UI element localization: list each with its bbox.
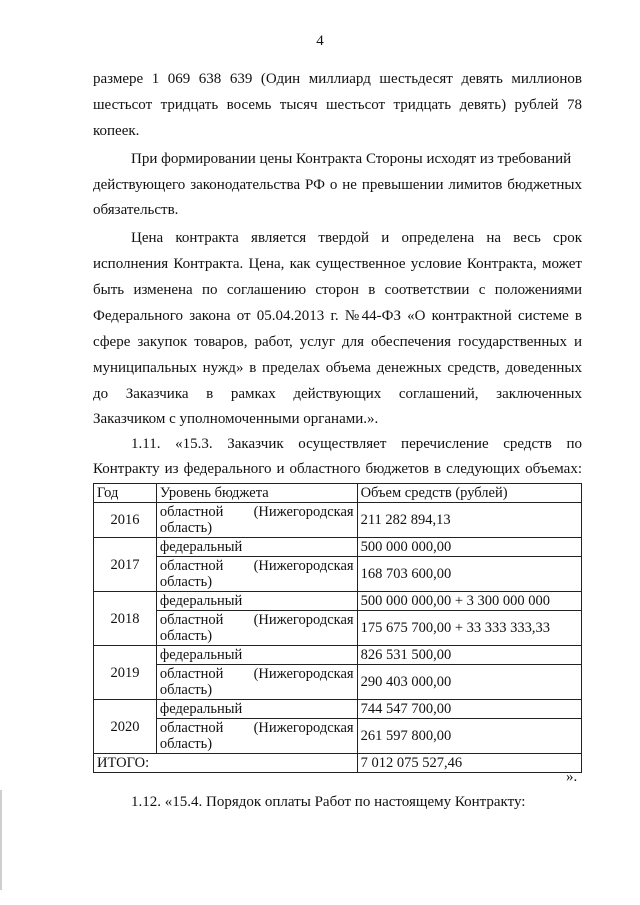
budget-level-cell: областной (Нижегородская область) (156, 665, 357, 700)
amount-cell: 826 531 500,00 (357, 646, 581, 665)
text-line: исполнения Контракта. Цена, как существенное условие Контракта, может (93, 256, 582, 272)
amount-cell: 261 597 800,00 (357, 719, 581, 754)
amount-cell: 744 547 700,00 (357, 700, 581, 719)
budget-level-cell: федеральный (156, 646, 357, 665)
closing-quote: ». (566, 769, 578, 785)
table-row (94, 700, 582, 719)
text-line: сфере закупок товаров, работ, услуг для обеспечения государственных и (93, 334, 582, 350)
text-line: 1.11. «15.3. Заказчик осуществляет перечисление средств по (131, 436, 582, 452)
text-line: действующего законодательства РФ о не превышении лимитов бюджетных (93, 177, 582, 193)
text-line: шестьсот тридцать восемь тысяч шестьсот тридцать девять) рублей 78 (93, 97, 582, 113)
year-cell: 2016 (94, 503, 157, 538)
text-line: Контракту из федерального и областного бюджетов в следующих объемах: (93, 461, 582, 477)
table-row (94, 538, 582, 557)
amount-cell: 500 000 000,00 (357, 538, 581, 557)
text-line: быть изменена по соглашению сторон в соответствии с положениями (93, 282, 582, 298)
table-total-row (94, 754, 582, 773)
text-line: Цена контракта является твердой и определена на весь срок (131, 230, 582, 246)
text-line: копеек. (93, 123, 140, 139)
header-year: Год (94, 484, 157, 503)
budget-table (93, 483, 582, 773)
table-row (94, 665, 582, 700)
amount-cell: 290 403 000,00 (357, 665, 581, 700)
text-line: обязательств. (93, 202, 179, 218)
amount-cell: 168 703 600,00 (357, 557, 581, 592)
total-amount: 7 012 075 527,46 (357, 754, 581, 773)
budget-level-cell: областной (Нижегородская область) (156, 557, 357, 592)
table-row (94, 646, 582, 665)
table-row (94, 611, 582, 646)
amount-cell: 211 282 894,13 (357, 503, 581, 538)
text-line: размере 1 069 638 639 (Один миллиард шестьдесят девять миллионов (93, 71, 582, 87)
header-budget-level: Уровень бюджета (156, 484, 357, 503)
text-line: Федерального закона от 05.04.2013 г. №44-ФЗ «О контрактной системе в (93, 308, 582, 324)
amount-cell: 500 000 000,00 + 3 300 000 000 (357, 592, 581, 611)
budget-level-cell: областной (Нижегородская область) (156, 503, 357, 538)
table-header-row (94, 484, 582, 503)
text-line: При формировании цены Контракта Стороны исходят из требований (131, 151, 572, 167)
section-heading-15-4: 1.12. «15.4. Порядок оплаты Работ по настоящему Контракту: (131, 794, 526, 810)
year-cell: 2020 (94, 700, 157, 754)
total-label: ИТОГО: (94, 754, 358, 773)
header-amount: Объем средств (рублей) (357, 484, 581, 503)
budget-level-cell: федеральный (156, 538, 357, 557)
text-line: до Заказчика в рамках действующих соглашений, заключенных (93, 386, 582, 402)
year-cell: 2018 (94, 592, 157, 646)
table-row (94, 503, 582, 538)
table-row (94, 592, 582, 611)
text-line: муниципальных нужд» в пределах объема денежных средств, доведенных (93, 360, 582, 376)
table-row (94, 719, 582, 754)
year-cell: 2019 (94, 646, 157, 700)
text-line: Заказчиком с уполномоченными органами.». (93, 411, 379, 427)
amount-cell: 175 675 700,00 + 33 333 333,33 (357, 611, 581, 646)
year-cell: 2017 (94, 538, 157, 592)
budget-level-cell: федеральный (156, 700, 357, 719)
scan-edge-shadow (0, 790, 2, 890)
page-number: 4 (316, 33, 324, 49)
budget-level-cell: областной (Нижегородская область) (156, 611, 357, 646)
table-row (94, 557, 582, 592)
budget-level-cell: федеральный (156, 592, 357, 611)
budget-level-cell: областной (Нижегородская область) (156, 719, 357, 754)
